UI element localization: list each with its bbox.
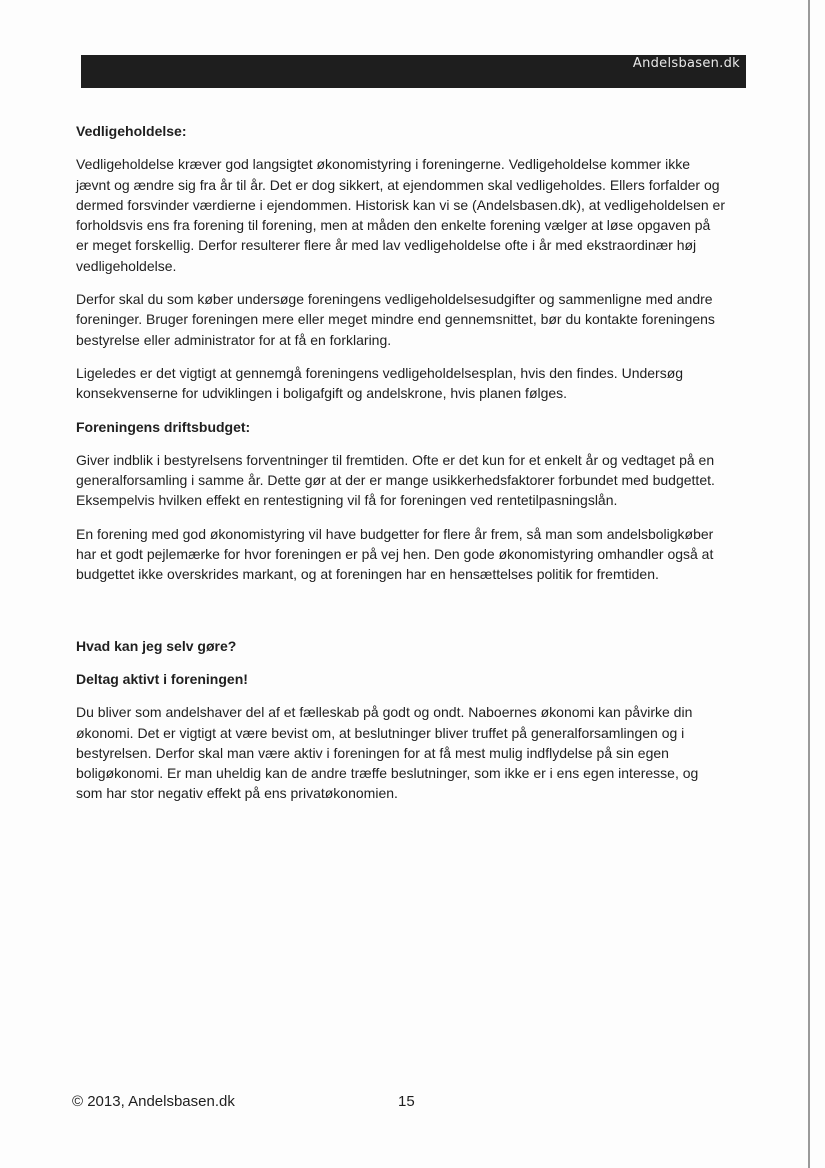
paragraph: En forening med god økonomistyring vil have budgetter for flere år frem, så man som andelsboligkøber har et godt pejlemærke for hvor foreningen er på vej hen. Den gode økonomistyring omhandler også at budgettet ikke overskrides markant, og at foreningen har en hensættelses politik for fremtiden.: [76, 525, 714, 583]
page-content: [76, 121, 726, 817]
heading-vedligeholdelse: Vedligeholdelse:: [76, 123, 187, 139]
paragraph: Vedligeholdelse kræver god langsigtet økonomistyring i foreningerne. Vedligeholdelse kommer ikke jævnt og ændre sig fra år til år. Det er dog sikkert, at ejendommen skal vedligeholdes. Ellers forfalder og dermed forsvinder værdierne i ejendommen. Historisk kan vi se (Andelsbasen.dk), at vedligeholdelsen er forholdsvis ens fra forening til forening, men at måden den enkelte forening vælger at løse opgaven på er meget forskellig. Derfor resulterer flere år med lav vedligeholdelse ofte i år med ekstraordinær høj vedligeholdelse.: [76, 156, 725, 274]
heading-driftsbudget: Foreningens driftsbudget:: [76, 418, 251, 435]
footer-copyright: © 2013, Andelsbasen.dk: [72, 1093, 235, 1110]
footer-page-number: 15: [398, 1093, 415, 1110]
paragraph: Giver indblik i bestyrelsens forventninger til fremtiden. Ofte er det kun for et enkelt år og vedtaget på en generalforsamling i samme år. Dette gør at der er mange usikkerhedsfaktorer forbundet med budgettet. Eksempelvis hvilken effekt en rentestigning vil få for foreningen ved rentetilpasningslån.: [76, 451, 715, 509]
paragraph: Ligeledes er det vigtigt at gennemgå foreningens vedligeholdelsesplan, hvis den findes. Undersøg konsekvenserne for udviklingen i boligafgift og andelskrone, hvis planen følges.: [76, 364, 684, 402]
section-spacer: [76, 598, 726, 636]
heading-selv: Hvad kan jeg selv gøre?: [76, 637, 237, 654]
scan-edge-line: [808, 0, 810, 1168]
paragraph: Du bliver som andelshaver del af et fælleskab på godt og ondt. Naboernes økonomi kan påvirke din økonomi. Det er vigtigt at være bevist om, at beslutninger bliver truffet på generalforsamlingen og i bestyrelsen. Derfor skal man være aktiv i foreningen for at få mest mulig indflydelse på sin egen boligøkonomi. Er man uheldig kan de andre træffe beslutninger, som ikke er i ens egen interesse, og som har stor negativ effekt på ens privatøkonomien.: [76, 704, 699, 802]
subheading-deltag: Deltag aktivt i foreningen!: [76, 670, 248, 687]
header-bar: [81, 55, 746, 88]
header-brand: Andelsbasen.dk: [632, 56, 740, 71]
paragraph: Derfor skal du som køber undersøge foreningens vedligeholdelsesudgifter og sammenligne med andre foreninger. Bruger foreningen mere eller meget mindre end gennemsnittet, bør du kontakte foreningens bestyrelse eller administrator for at få en forklaring.: [76, 291, 715, 348]
